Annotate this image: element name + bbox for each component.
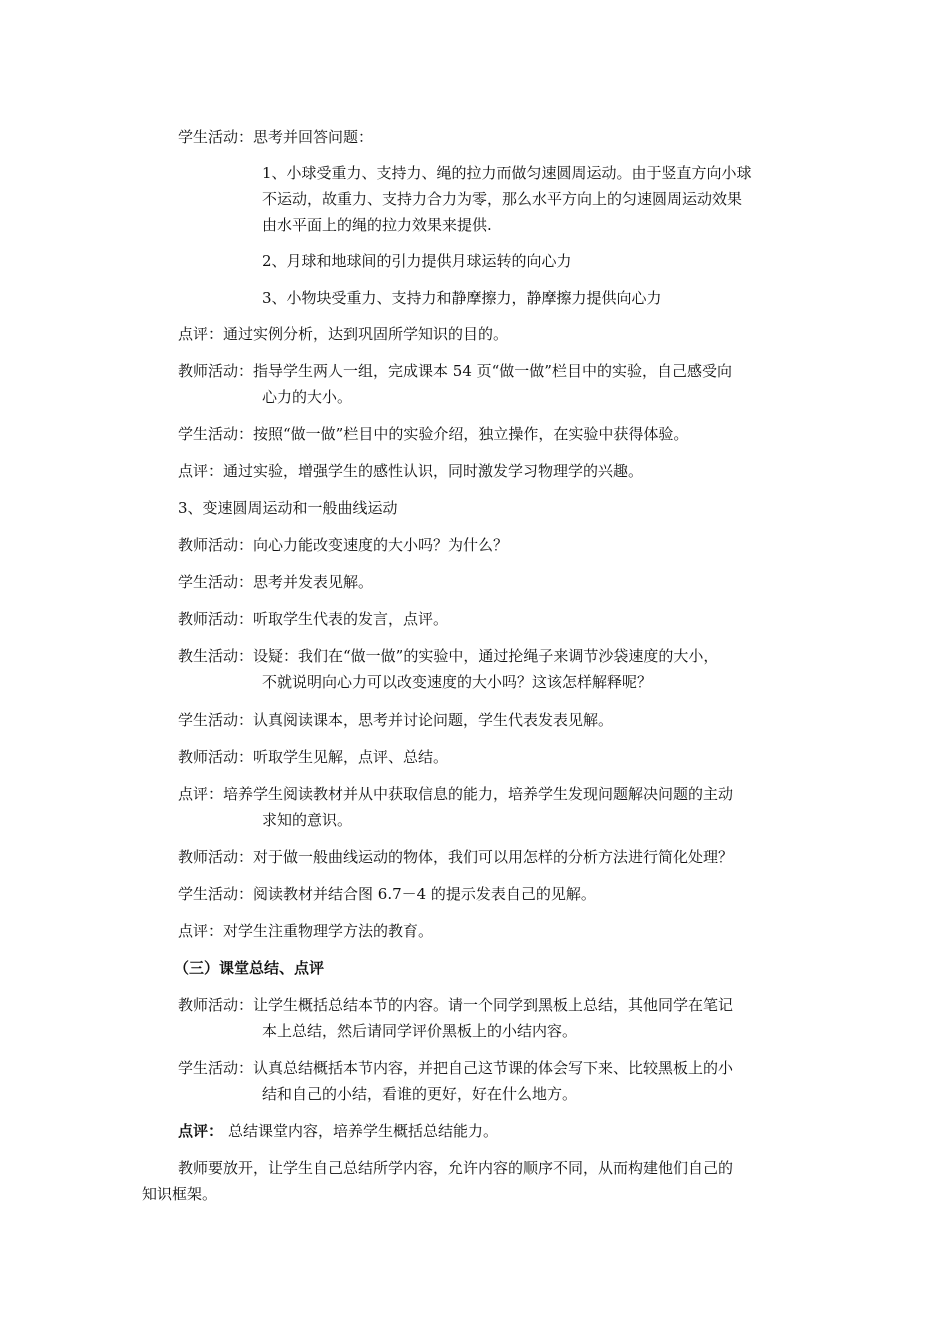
section-heading: 3、变速圆周运动和一般曲线运动: [178, 499, 398, 517]
paragraph-line: 教师活动：指导学生两人一组，完成课本 54 页“做一做”栏目中的实验，自己感受向: [178, 362, 732, 380]
paragraph-line: 学生活动：认真总结概括本节内容，并把自己这节课的体会写下来、比较黑板上的小: [178, 1059, 734, 1077]
paragraph-line: 由水平面上的绳的拉力效果来提供.: [262, 216, 492, 234]
paragraph-line: 教师活动：对于做一般曲线运动的物体，我们可以用怎样的分析方法进行简化处理？: [178, 848, 734, 866]
paragraph-line: 教师活动：听取学生代表的发言，点评。: [178, 610, 449, 628]
paragraph-line: 教师要放开，让学生自己总结所学内容，允许内容的顺序不同，从而构建他们自己的: [178, 1159, 734, 1177]
paragraph-line: 教师活动：让学生概括总结本节的内容。请一个同学到黑板上总结，其他同学在笔记: [178, 996, 734, 1014]
paragraph-line: 学生活动：思考并回答问题：: [178, 128, 374, 146]
paragraph-line: 总结课堂内容，培养学生概括总结能力。: [228, 1122, 499, 1140]
paragraph-line: 学生活动：思考并发表见解。: [178, 573, 374, 591]
comment-label: 点评：: [178, 1122, 224, 1140]
paragraph-line: 不运动，故重力、支持力合力为零，那么水平方向上的匀速圆周运动效果: [262, 190, 743, 208]
paragraph-line: 2、月球和地球间的引力提供月球运转的向心力: [262, 252, 572, 270]
paragraph-line: 点评：通过实验，增强学生的感性认识，同时激发学习物理学的兴趣。: [178, 462, 644, 480]
paragraph-line: 点评：培养学生阅读教材并从中获取信息的能力，培养学生发现问题解决问题的主动: [178, 785, 734, 803]
paragraph-line: 本上总结，然后请同学评价黑板上的小结内容。: [262, 1022, 578, 1040]
paragraph-line: 点评：通过实例分析，达到巩固所学知识的目的。: [178, 325, 509, 343]
paragraph-line: 1、小球受重力、支持力、绳的拉力而做匀速圆周运动。由于竖直方向小球: [262, 164, 752, 182]
paragraph-line: 结和自己的小结，看谁的更好，好在什么地方。: [262, 1085, 578, 1103]
paragraph-line: 学生活动：按照“做一做”栏目中的实验介绍，独立操作，在实验中获得体验。: [178, 425, 689, 443]
paragraph-line: 学生活动：认真阅读课本，思考并讨论问题，学生代表发表见解。: [178, 711, 614, 729]
paragraph-line: 点评：对学生注重物理学方法的教育。: [178, 922, 434, 940]
paragraph-line: 知识框架。: [142, 1185, 218, 1203]
paragraph-line: 3、小物块受重力、支持力和静摩擦力，静摩擦力提供向心力: [262, 289, 662, 307]
paragraph-line: 求知的意识。: [262, 811, 353, 829]
paragraph-line: 心力的大小。: [262, 388, 353, 406]
paragraph-line: 不就说明向心力可以改变速度的大小吗？这该怎样解释呢？: [262, 673, 653, 691]
paragraph-line: 学生活动：阅读教材并结合图 6.7－4 的提示发表自己的见解。: [178, 885, 596, 903]
paragraph-line: 教生活动：设疑：我们在“做一做”的实验中，通过抡绳子来调节沙袋速度的大小，: [178, 647, 719, 665]
paragraph-line: 教师活动：听取学生见解，点评、总结。: [178, 748, 449, 766]
section-heading: （三）课堂总结、点评: [174, 959, 325, 977]
paragraph-line: 教师活动：向心力能改变速度的大小吗？为什么？: [178, 536, 509, 554]
